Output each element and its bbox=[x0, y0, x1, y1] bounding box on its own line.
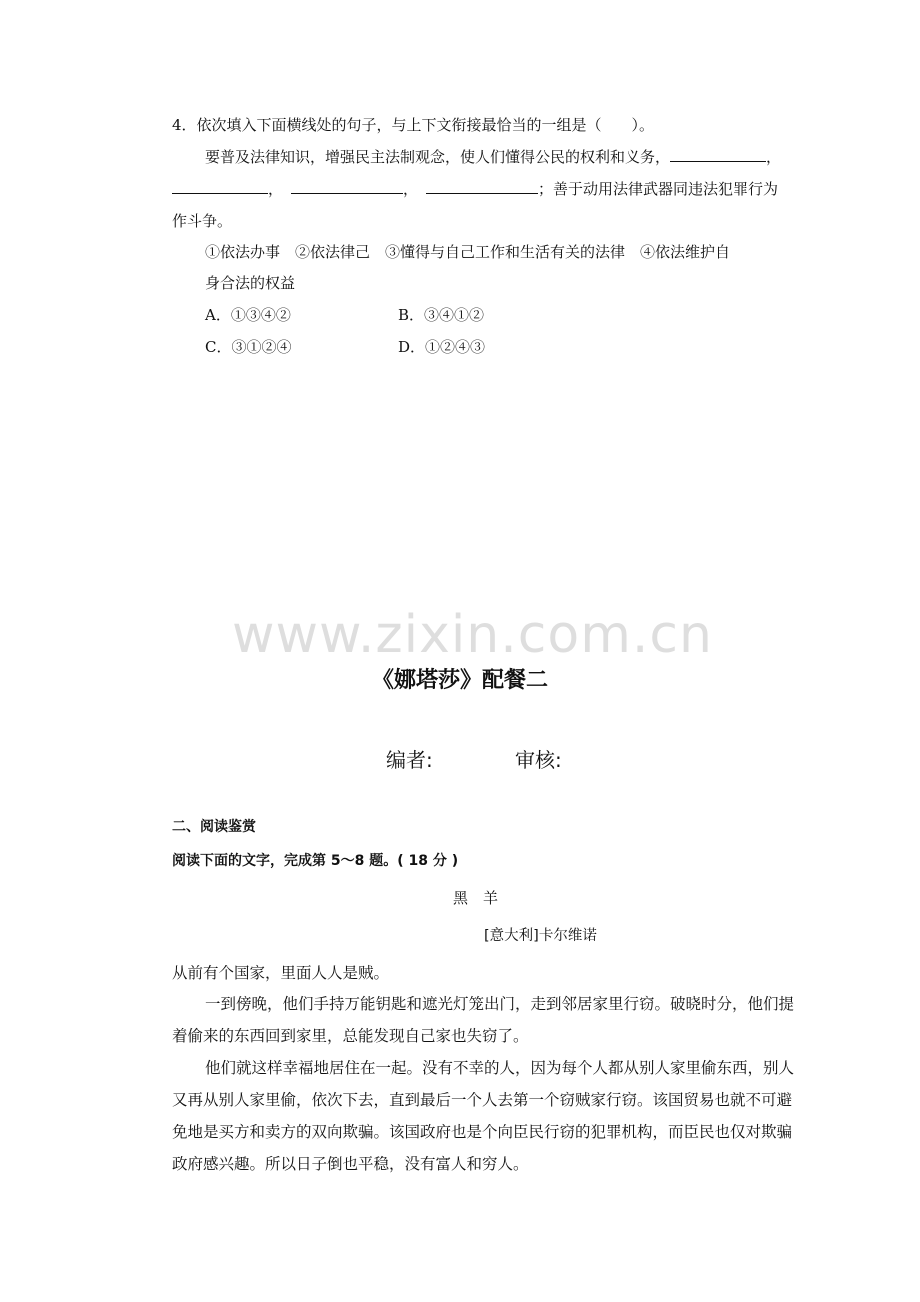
fill-blank-4 bbox=[426, 179, 538, 194]
question-4-options-line-2: 身合法的权益 bbox=[205, 274, 296, 292]
choice-c: C．③①②④ bbox=[205, 338, 292, 356]
story-paragraph-3-line-2: 又再从别人家里偷，依次下去，直到最后一个人去第一个窃贼家行窃。该国贸易也就不可避 bbox=[172, 1091, 793, 1109]
choice-d: D．①②④③ bbox=[398, 338, 486, 356]
question-4-options-line-1: ①依法办事 ②依法律己 ③懂得与自己工作和生活有关的法律 ④依法维护自 bbox=[205, 243, 731, 261]
choice-a: A．①③④② bbox=[205, 306, 291, 324]
story-paragraph-1: 从前有个国家，里面人人是贼。 bbox=[172, 964, 390, 982]
story-author: [意大利]卡尔维诺 bbox=[484, 928, 597, 944]
fill-blank-1 bbox=[670, 147, 766, 162]
story-paragraph-2-line-2: 着偷来的东西回到家里，总能发现自己家也失窃了。 bbox=[172, 1027, 529, 1045]
question-4-stem: 4．依次填入下面横线处的句子，与上下文衔接最恰当的一组是（ ）。 bbox=[172, 116, 655, 134]
choice-b: B．③④①② bbox=[398, 306, 485, 324]
story-title: 黑 羊 bbox=[453, 889, 499, 907]
fill-blank-2 bbox=[172, 179, 268, 194]
section-heading: 二、阅读鉴赏 bbox=[172, 819, 256, 835]
page-title: 《娜塔莎》配餐二 bbox=[371, 667, 548, 693]
reading-instruction: 阅读下面的文字，完成第 5～8 题。( 18 分 ) bbox=[172, 853, 459, 869]
passage-text: 要普及法律知识，增强民主法制观念，使人们懂得公民的权利和义务， bbox=[205, 148, 671, 166]
story-paragraph-3-line-4: 政府感兴趣。所以日子倒也平稳，没有富人和穷人。 bbox=[172, 1155, 529, 1173]
question-4-passage-line-1 bbox=[205, 146, 781, 167]
watermark: www.zixin.com.cn bbox=[232, 605, 713, 665]
reviewer-label: 审核: bbox=[515, 748, 562, 772]
editor-label: 编者: bbox=[386, 748, 433, 772]
comma: ， bbox=[268, 180, 284, 198]
fill-blank-3 bbox=[291, 179, 403, 194]
question-4-passage-line-3: 作斗争。 bbox=[172, 212, 233, 230]
story-paragraph-3-line-3: 免地是买方和卖方的双向欺骗。该国政府也是个向臣民行窃的犯罪机构，而臣民也仅对欺骗 bbox=[172, 1123, 793, 1141]
story-paragraph-3-line-1: 他们就这样幸福地居住在一起。没有不幸的人，因为每个人都从别人家里偷东西，别人 bbox=[205, 1059, 795, 1077]
comma: ， bbox=[403, 180, 419, 198]
comma: ， bbox=[766, 148, 782, 166]
passage-tail: ；善于动用法律武器同违法犯罪行为 bbox=[538, 180, 779, 198]
story-paragraph-2-line-1: 一到傍晚，他们手持万能钥匙和遮光灯笼出门，走到邻居家里行窃。破晓时分，他们提 bbox=[205, 995, 795, 1013]
question-4-passage-line-2 bbox=[172, 178, 778, 199]
